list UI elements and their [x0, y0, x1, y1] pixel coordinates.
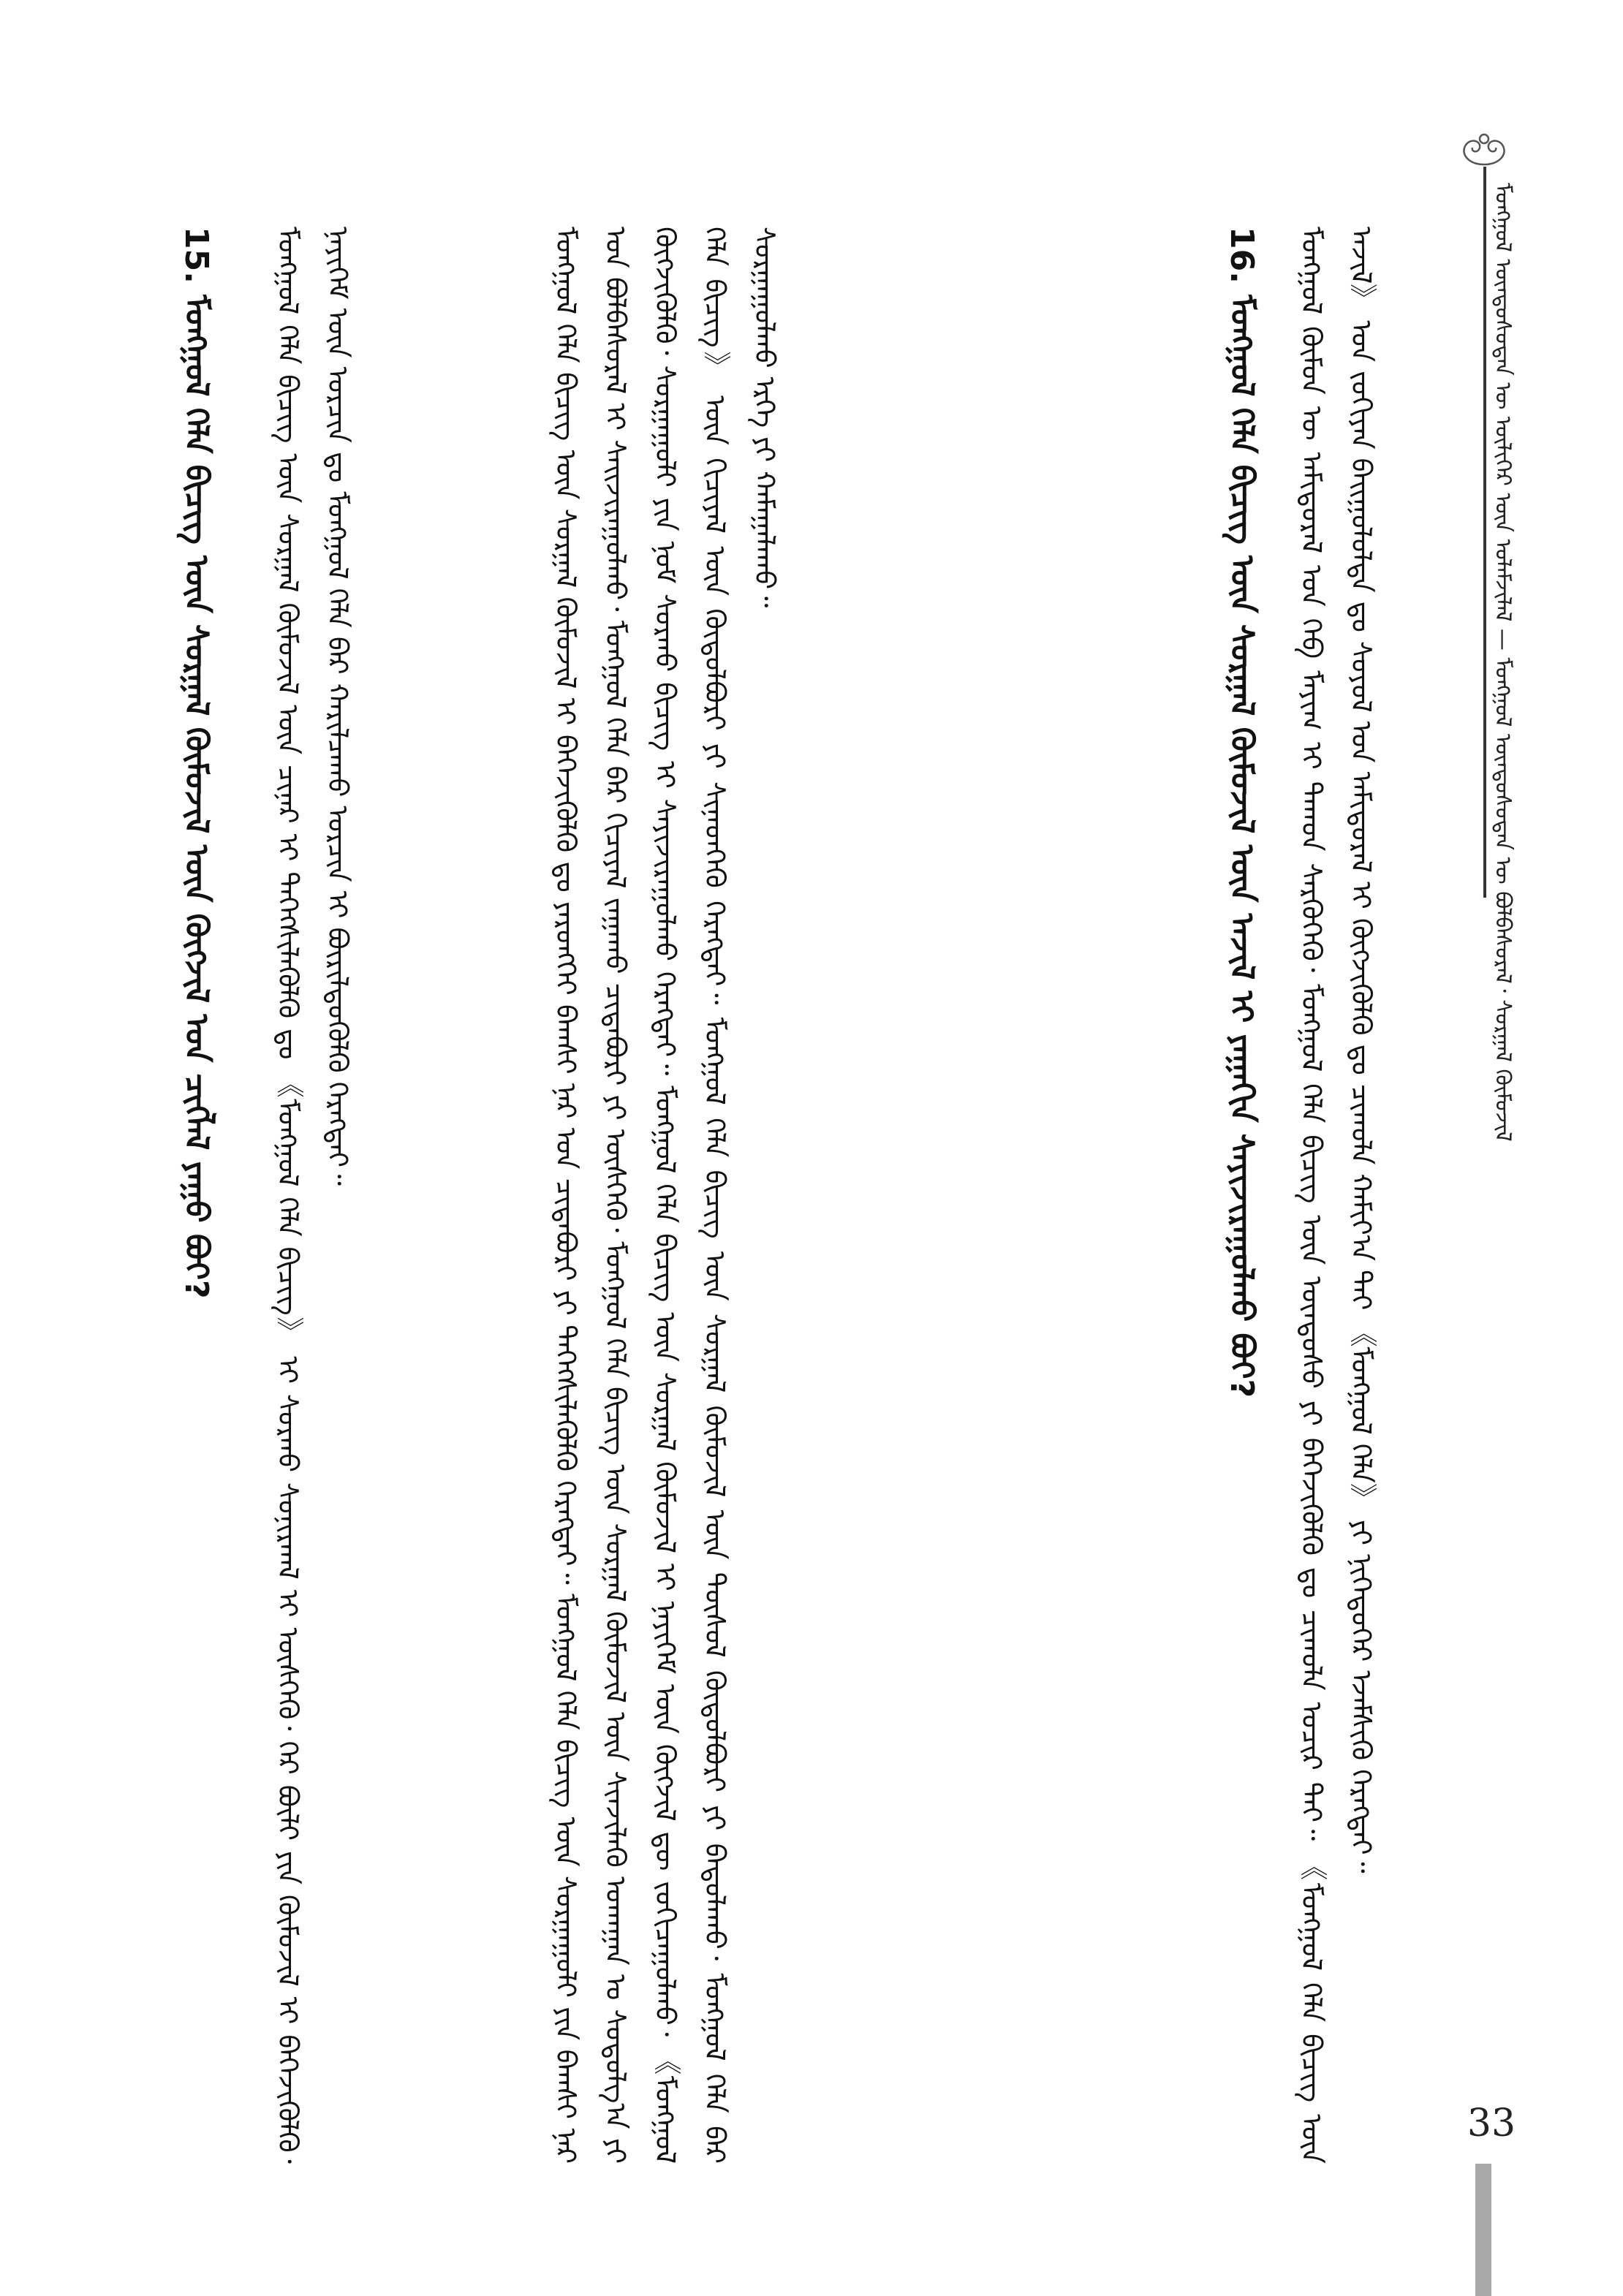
question-15 — [168, 227, 234, 2164]
paragraph-3 — [263, 227, 526, 2164]
ornament-icon — [1455, 124, 1513, 168]
question-heading: 15. ᠮᠣᠩᠭᠣᠯ ᠬᠡᠯᠡ ᠪᠢᠴᠢᠭ ᠦᠨ ᠰᠤᠷᠭᠠᠯ ᠬᠦᠮᠦᠵᠢᠯ ᠦᠨ ᠬᠥᠭᠵᠢᠯ ᠤᠨ ᠴᠢᠭᠯᠡᠯ ᠶᠠᠭᠤ ᠪᠤᠢ? — [178, 227, 215, 1299]
paragraph-text: ᠮᠣᠩᠭᠣᠯ ᠬᠦᠮᠦᠨ ᠦ ᠠᠮᠢᠳᠤᠷᠠᠯ ᠤᠨ ᠬᠡᠪ ᠮᠠᠶᠢᠭ ᠢ ᠳᠠᠬᠤᠨ ᠰᠡᠷᠭᠦᠭᠡᠬᠦ᠂ ᠮᠣᠩᠭᠣᠯ ᠬᠡᠯᠡ ᠪᠢᠴᠢᠭ ᠦᠨ ᠦᠨᠳᠦᠰᠦ ᠶᠢ ᠪᠡᠬᠡᠵᠢᠭᠦᠯᠬᠦ ᠳᠤ ᠴᠢᠬᠤᠯᠠ ᠤᠴᠢᠷ ᠲᠠᠢ᠃ 《ᠮᠣᠩᠭᠣᠯ ᠬᠡᠯᠡ ᠪᠢᠴᠢᠭ ᠦᠨ ᠠᠵᠢᠯ》 ᠤᠨ ᠵᠣᠬᠢᠶᠠᠨ ᠪᠠᠢᠭᠤᠯᠤᠯᠲᠠ ᠳᠤ ᠰᠣᠶᠤᠯ ᠤᠨ ᠠᠮᠢᠳᠤᠷᠠᠯ ᠢ ᠬᠥᠭᠵᠢᠭᠦᠯᠬᠦ ᠳᠤ ᠴᠢᠬᠤᠯᠠ ᠬᠠᠮᠢᠶ᠎ᠠ ᠲᠠᠢ 《ᠮᠣᠩᠭᠣᠯ ᠬᠡᠯᠡ》 ᠶᠢ ᠨᠢᠭᠡᠳᠦᠭᠡᠷ ᠡᠵᠡᠮᠰᠢᠬᠦ ᠬᠡᠷᠡᠭᠲᠡᠢ᠃ — [1295, 227, 1377, 2164]
running-header: ᠮᠣᠩᠭᠣᠯ ᠦᠨᠳᠦᠰᠦᠲᠡᠨ ᠦ ᠦᠯᠢᠭᠡᠷ ᠦᠨ ᠤᠯᠠᠮᠵᠢᠯᠠᠯ — ᠮᠣᠩᠭᠣᠯ ᠦᠨᠳᠦᠰᠦᠲᠡᠨ ᠦ ᠪᠣᠯᠪᠠᠰᠤᠷᠠᠯ᠂ ᠰᠤᠷᠭᠠᠯ ᠬᠦᠮᠦᠵᠢᠯ — [1490, 183, 1516, 1142]
paragraph-text: ᠮᠣᠩᠭᠣᠯ ᠬᠡᠯᠡ ᠪᠢᠴᠢᠭ ᠦᠨ ᠰᠤᠷᠭᠠᠯ ᠬᠦᠮᠦᠵᠢᠯ ᠢ ᠪᠡᠬᠡᠵᠢᠭᠦᠯᠬᠦ ᠳᠤ ᠶᠡᠷᠦᠩᠬᠡᠢ ᠪᠠᠭᠰᠢ ᠨᠠᠷ ᠤᠨ ᠴᠢᠳᠠᠪᠤᠷᠢ ᠶᠢ ᠳᠡᠭᠡᠭᠰᠢᠯᠡᠭᠦᠯᠬᠦ ᠬᠡᠷᠡᠭᠲᠡᠢ᠃ ᠮᠣᠩᠭᠣᠯ ᠬᠡᠯᠡ ᠪᠢᠴᠢᠭ ᠦᠨ ᠰᠤᠷᠭᠠᠭᠤᠯᠢ ᠶᠢᠨ ᠪᠠᠭᠰᠢ ᠨᠠᠷ ᠤᠨ ᠪᠣᠯᠪᠠᠰᠤᠷᠠᠯ ᠢ ᠰᠠᠢᠵᠢᠷᠠᠭᠤᠯᠬᠤ᠂ ᠮᠣᠩᠭᠣᠯ ᠬᠡᠯᠡ ᠪᠡᠷ ᠬᠢᠴᠢᠶᠡᠯ ᠵᠠᠭᠠᠬᠤ ᠴᠢᠳᠠᠪᠤᠷᠢ ᠶᠢ ᠥᠰᠬᠡᠬᠦ᠂ ᠮᠣᠩᠭᠣᠯ ᠬᠡᠯᠡ ᠪᠢᠴᠢᠭ ᠦᠨ ᠰᠤᠷᠭᠠᠯ ᠬᠦᠮᠦᠵᠢᠯ ᠦᠨ ᠰᠢᠨᠵᠢᠯᠡᠬᠦ ᠤᠬᠠᠭᠠᠨ ᠤ ᠰᠤᠳᠤᠯᠭ᠎ᠠ ᠶᠢ ᠬᠥᠭᠵᠢᠭᠦᠯᠬᠦ᠂ ᠰᠤᠷᠭᠠᠭᠤᠯᠢ ᠶᠢᠨ ᠨᠣᠮ ᠰᠤᠷᠬᠤ ᠪᠢᠴᠢᠭ ᠢ ᠰᠠᠶᠢᠵᠢᠷᠠᠭᠤᠯᠬᠤ ᠬᠡᠷᠡᠭᠲᠡᠢ᠃ ᠮᠣᠩᠭᠣᠯ ᠬᠡᠯᠡ ᠪᠢᠴᠢᠭ ᠦᠨ ᠰᠤᠷᠭᠠᠯ ᠬᠦᠮᠦᠵᠢᠯ ᠢ ᠨᠡᠶᠢᠭᠡᠮ ᠦᠨ ᠬᠥᠭᠵᠢᠯ ᠳᠦ ᠵᠣᠬᠢᠴᠠᠭᠤᠯᠬᠤ᠂ 《ᠮᠣᠩᠭᠣᠯ ᠬᠡᠯᠡ ᠪᠢᠴᠢᠭ》 ᠦᠨ ᠬᠢᠴᠢᠶᠡᠯ ᠦᠨ ᠬᠦᠳᠦᠯᠪᠦᠷᠢ ᠶᠢ ᠰᠢᠨᠡᠳᠭᠡᠬᠦ ᠬᠡᠷᠡᠭᠲᠡᠢ᠃ ᠮᠣᠩᠭᠣᠯ ᠬᠡᠯᠡ ᠪᠢᠴᠢᠭ ᠦᠨ ᠰᠤᠷᠭᠠᠯ ᠬᠦᠮᠦᠵᠢᠯ ᠦᠨ ᠲᠥᠰᠦᠯ ᠬᠥᠲᠦᠯᠪᠦᠷᠢ ᠶᠢ ᠪᠠᠲᠤᠯᠠᠬᠤ᠂ ᠮᠣᠩᠭᠣᠯ ᠬᠡᠯᠡ ᠪᠡᠷ ᠰᠤᠷᠭᠠᠭᠤᠯᠬᠤ ᠡᠷᠬᠡ ᠶᠢ ᠬᠠᠮᠠᠭᠠᠯᠠᠬᠤ᠃ — [550, 227, 781, 2164]
paragraph-text: ᠮᠣᠩᠭᠣᠯ ᠬᠡᠯᠡ ᠪᠢᠴᠢᠭ ᠦᠨ ᠰᠤᠷᠭᠠᠯ ᠬᠦᠮᠦᠵᠢᠯ ᠦᠨ ᠴᠢᠨᠠᠷ ᠢ ᠳᠡᠭᠡᠭᠰᠢᠯᠡᠭᠦᠯᠬᠦ ᠳᠤ 《ᠮᠣᠩᠭᠣᠯ ᠬᠡᠯᠡ ᠪᠢᠴᠢᠭ》 ᠢ ᠰᠤᠷᠬᠤ ᠰᠣᠨᠢᠷᠬᠠᠯ ᠢ ᠥᠰᠬᠡᠬᠦ᠂ ᠭᠡᠷ ᠪᠦᠯᠢ ᠶᠢᠨ ᠬᠦᠮᠦᠵᠢᠯ ᠢ ᠪᠡᠬᠡᠵᠢᠭᠦᠯᠬᠦ᠂ ᠨᠡᠶᠢᠭᠡᠮ ᠦᠨ ᠣᠷᠴᠢᠨ ᠳᠤ ᠮᠣᠩᠭᠣᠯ ᠬᠡᠯᠡ ᠪᠡᠷ ᠬᠠᠷᠢᠯᠴᠠᠬᠤ ᠣᠷᠴᠢᠨ ᠢ ᠪᠦᠷᠢᠯᠳᠦᠭᠦᠯᠬᠦ ᠬᠡᠷᠡᠭᠲᠡᠢ᠃ — [272, 227, 354, 2164]
question-heading: 16. ᠮᠣᠩᠭᠣᠯ ᠬᠡᠯᠡ ᠪᠢᠴᠢᠭ ᠦᠨ ᠰᠤᠷᠭᠠᠯ ᠬᠦᠮᠦᠵᠢᠯ ᠦᠨ ᠠᠵᠢᠯ ᠢ ᠶᠠᠭᠠᠬᠢᠨ ᠰᠠᠶᠢᠵᠢᠷᠠᠭᠤᠯᠬᠤ ᠪᠤᠢ? — [1223, 227, 1260, 1398]
paragraph-2 — [541, 227, 1199, 2164]
question-16 — [1214, 227, 1272, 2164]
page-number: 33 — [1467, 2102, 1516, 2145]
paragraph-1 — [1287, 227, 1455, 2164]
side-tab — [1475, 2164, 1491, 2296]
